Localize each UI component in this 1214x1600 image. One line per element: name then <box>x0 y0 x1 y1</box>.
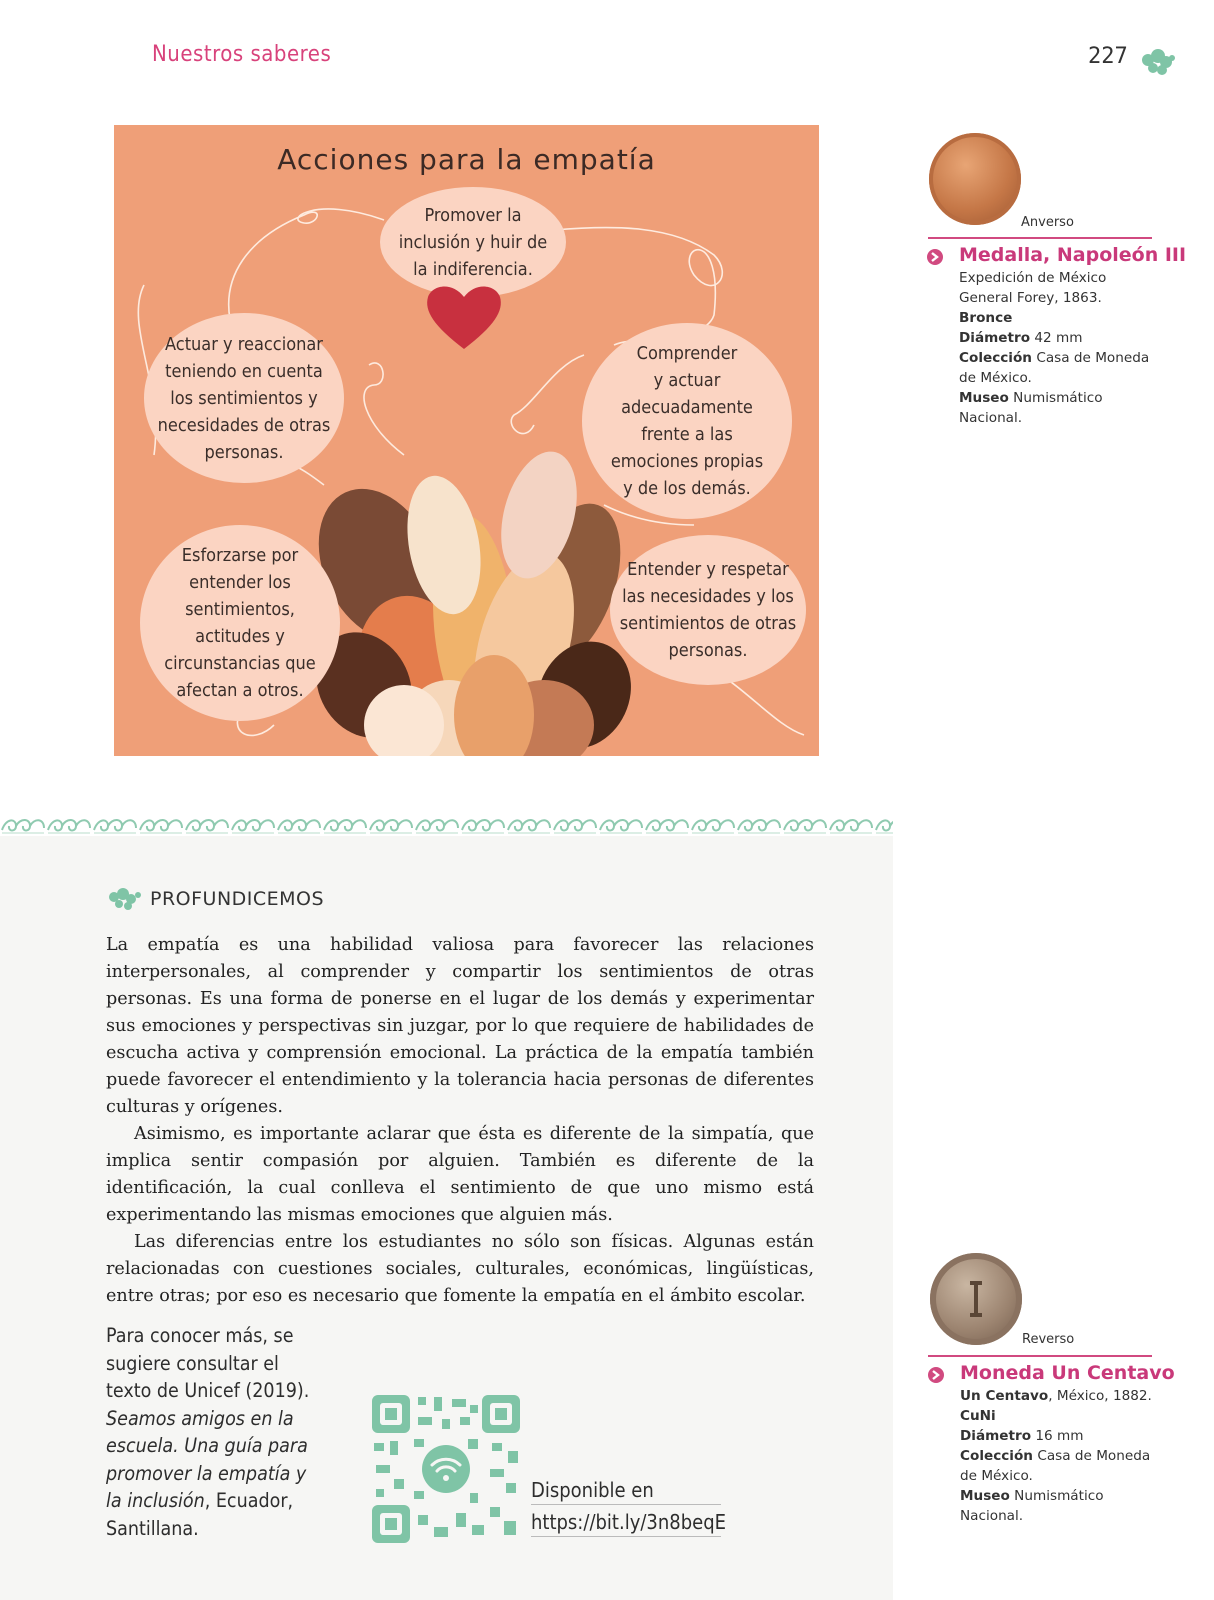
detail-label: Colección <box>960 1448 1033 1464</box>
detail-label: Un Centavo <box>960 1388 1049 1404</box>
bubble-line: sentimientos, <box>185 599 295 620</box>
detail-label: Museo <box>960 1488 1010 1504</box>
bubble-line: circunstancias que <box>164 653 316 674</box>
bubble-line: y actuar <box>653 370 721 391</box>
bubble-act-react <box>144 313 344 483</box>
detail-value: Casa de Moneda de México. <box>959 350 1150 386</box>
roman-numeral-one-icon <box>930 1253 1022 1345</box>
body-text <box>106 932 814 1310</box>
bubble-line: entender los <box>189 572 291 593</box>
available-label: Disponible en <box>531 1478 721 1505</box>
note-tail: , Ecuador, Santillana. <box>106 1489 294 1540</box>
detail-value: Expedición de México <box>959 270 1107 286</box>
bubble-line: sentimientos de otras <box>619 613 797 634</box>
coin-caption: Reverso <box>1022 1332 1075 1347</box>
detail-value: , México, 1882. <box>1048 1388 1152 1404</box>
chevron-right-icon <box>926 248 944 266</box>
empathy-infographic <box>114 125 819 756</box>
detail-value: 42 mm <box>1030 330 1083 346</box>
bubble-line: Promover la <box>424 204 522 226</box>
detail-label: CuNi <box>960 1408 996 1424</box>
bubble-effort <box>140 525 340 721</box>
bubble-line: afectan a otros. <box>176 680 304 701</box>
bubble-line: teniendo en cuenta <box>165 360 323 382</box>
detail-label: Bronce <box>959 310 1013 326</box>
section-title: Nuestros saberes <box>152 42 332 67</box>
bubble-line: personas. <box>204 441 284 463</box>
bubble-line: inclusión y huir de <box>398 231 548 253</box>
detail-label: Diámetro <box>960 1428 1032 1444</box>
artifact-details <box>959 268 1164 428</box>
chevron-right-icon <box>927 1366 945 1384</box>
bubble-line: adecuadamente <box>621 397 753 418</box>
divider <box>928 237 1152 239</box>
bubble-respect <box>610 535 806 685</box>
qr-code[interactable] <box>372 1395 520 1543</box>
decorative-glyph-icon <box>1138 46 1178 78</box>
artifact-title: Moneda Un Centavo <box>960 1362 1175 1384</box>
bubble-understand-act <box>582 323 792 519</box>
bubble-line: personas. <box>668 640 748 661</box>
bubble-line: la indiferencia. <box>413 258 533 280</box>
bubble-line: Esforzarse por <box>181 545 299 566</box>
note-intro: Para conocer más, se sugiere consultar el texto de Unicef (2019). <box>106 1324 310 1402</box>
resource-link[interactable]: https://bit.ly/3n8beqE <box>531 1510 721 1537</box>
page-number: 227 <box>1088 44 1128 69</box>
bubble-line: emociones propias <box>610 451 764 472</box>
bubble-line: las necesidades y los <box>622 586 794 607</box>
detail-value: Casa de Moneda de México. <box>960 1448 1151 1484</box>
bubble-line: y de los demás. <box>623 478 751 499</box>
paragraph: Las diferencias entre los estudiantes no sólo son físicas. Algunas están relacionadas con cuestiones sociales, culturales, económicas, lingüísticas, entre otras; por eso es necesario que fomente la empatía en el ámbito escolar. <box>106 1232 814 1306</box>
bubble-line: Entender y respetar <box>627 559 789 580</box>
artifact-details <box>960 1386 1165 1526</box>
bubble-line: frente a las <box>641 424 733 445</box>
artifact-title: Medalla, Napoleón III <box>959 244 1187 266</box>
coin-caption: Anverso <box>1021 215 1074 230</box>
decorative-border <box>0 814 893 836</box>
further-reading-note <box>106 1322 321 1542</box>
detail-value: 16 mm <box>1031 1428 1084 1444</box>
detail-value: General Forey, 1863. <box>959 290 1102 306</box>
detail-value: Numismático Nacional. <box>960 1488 1104 1524</box>
paragraph: Asimismo, es importante aclarar que ésta es diferente de la simpatía, que implica sentir compasión por alguien. También es diferente de la identificación, la cual conlleva el sentimiento de que uno mismo está experimentando las mismas emociones que alguien más. <box>106 1124 814 1225</box>
decorative-glyph-icon <box>106 885 144 913</box>
infographic-title: Acciones para la empatía <box>277 143 656 176</box>
bubble-line: los sentimientos y <box>170 387 318 409</box>
detail-label: Museo <box>959 390 1009 406</box>
detail-label: Diámetro <box>959 330 1031 346</box>
bubble-line: necesidades de otras <box>157 414 331 436</box>
paragraph: La empatía es una habilidad valiosa para favorecer las relaciones interpersonales, al comprender y compartir los sentimientos de otras personas. Es una forma de ponerse en el lugar de los demás y experimentar sus emociones y perspectivas sin juzgar, por lo que requiere de habilidades de escucha activa y comprensión emocional. La práctica de la empatía también puede favorecer el entendimiento y la tolerancia hacia personas de diferentes culturas y orígenes. <box>106 935 814 1117</box>
bubble-line: Actuar y reaccionar <box>165 333 323 355</box>
bubble-line: Comprender <box>636 343 738 364</box>
detail-label: Colección <box>959 350 1032 366</box>
bubble-line: actitudes y <box>195 626 285 647</box>
medal-image <box>929 133 1021 225</box>
book-title: Seamos amigos en la escuela. Una guía para promover la empatía y la inclusión <box>106 1406 308 1512</box>
divider <box>928 1355 1152 1357</box>
section-heading: PROFUNDICEMOS <box>150 888 325 910</box>
heart-icon <box>424 281 504 353</box>
detail-value: Numismático Nacional. <box>959 390 1103 426</box>
